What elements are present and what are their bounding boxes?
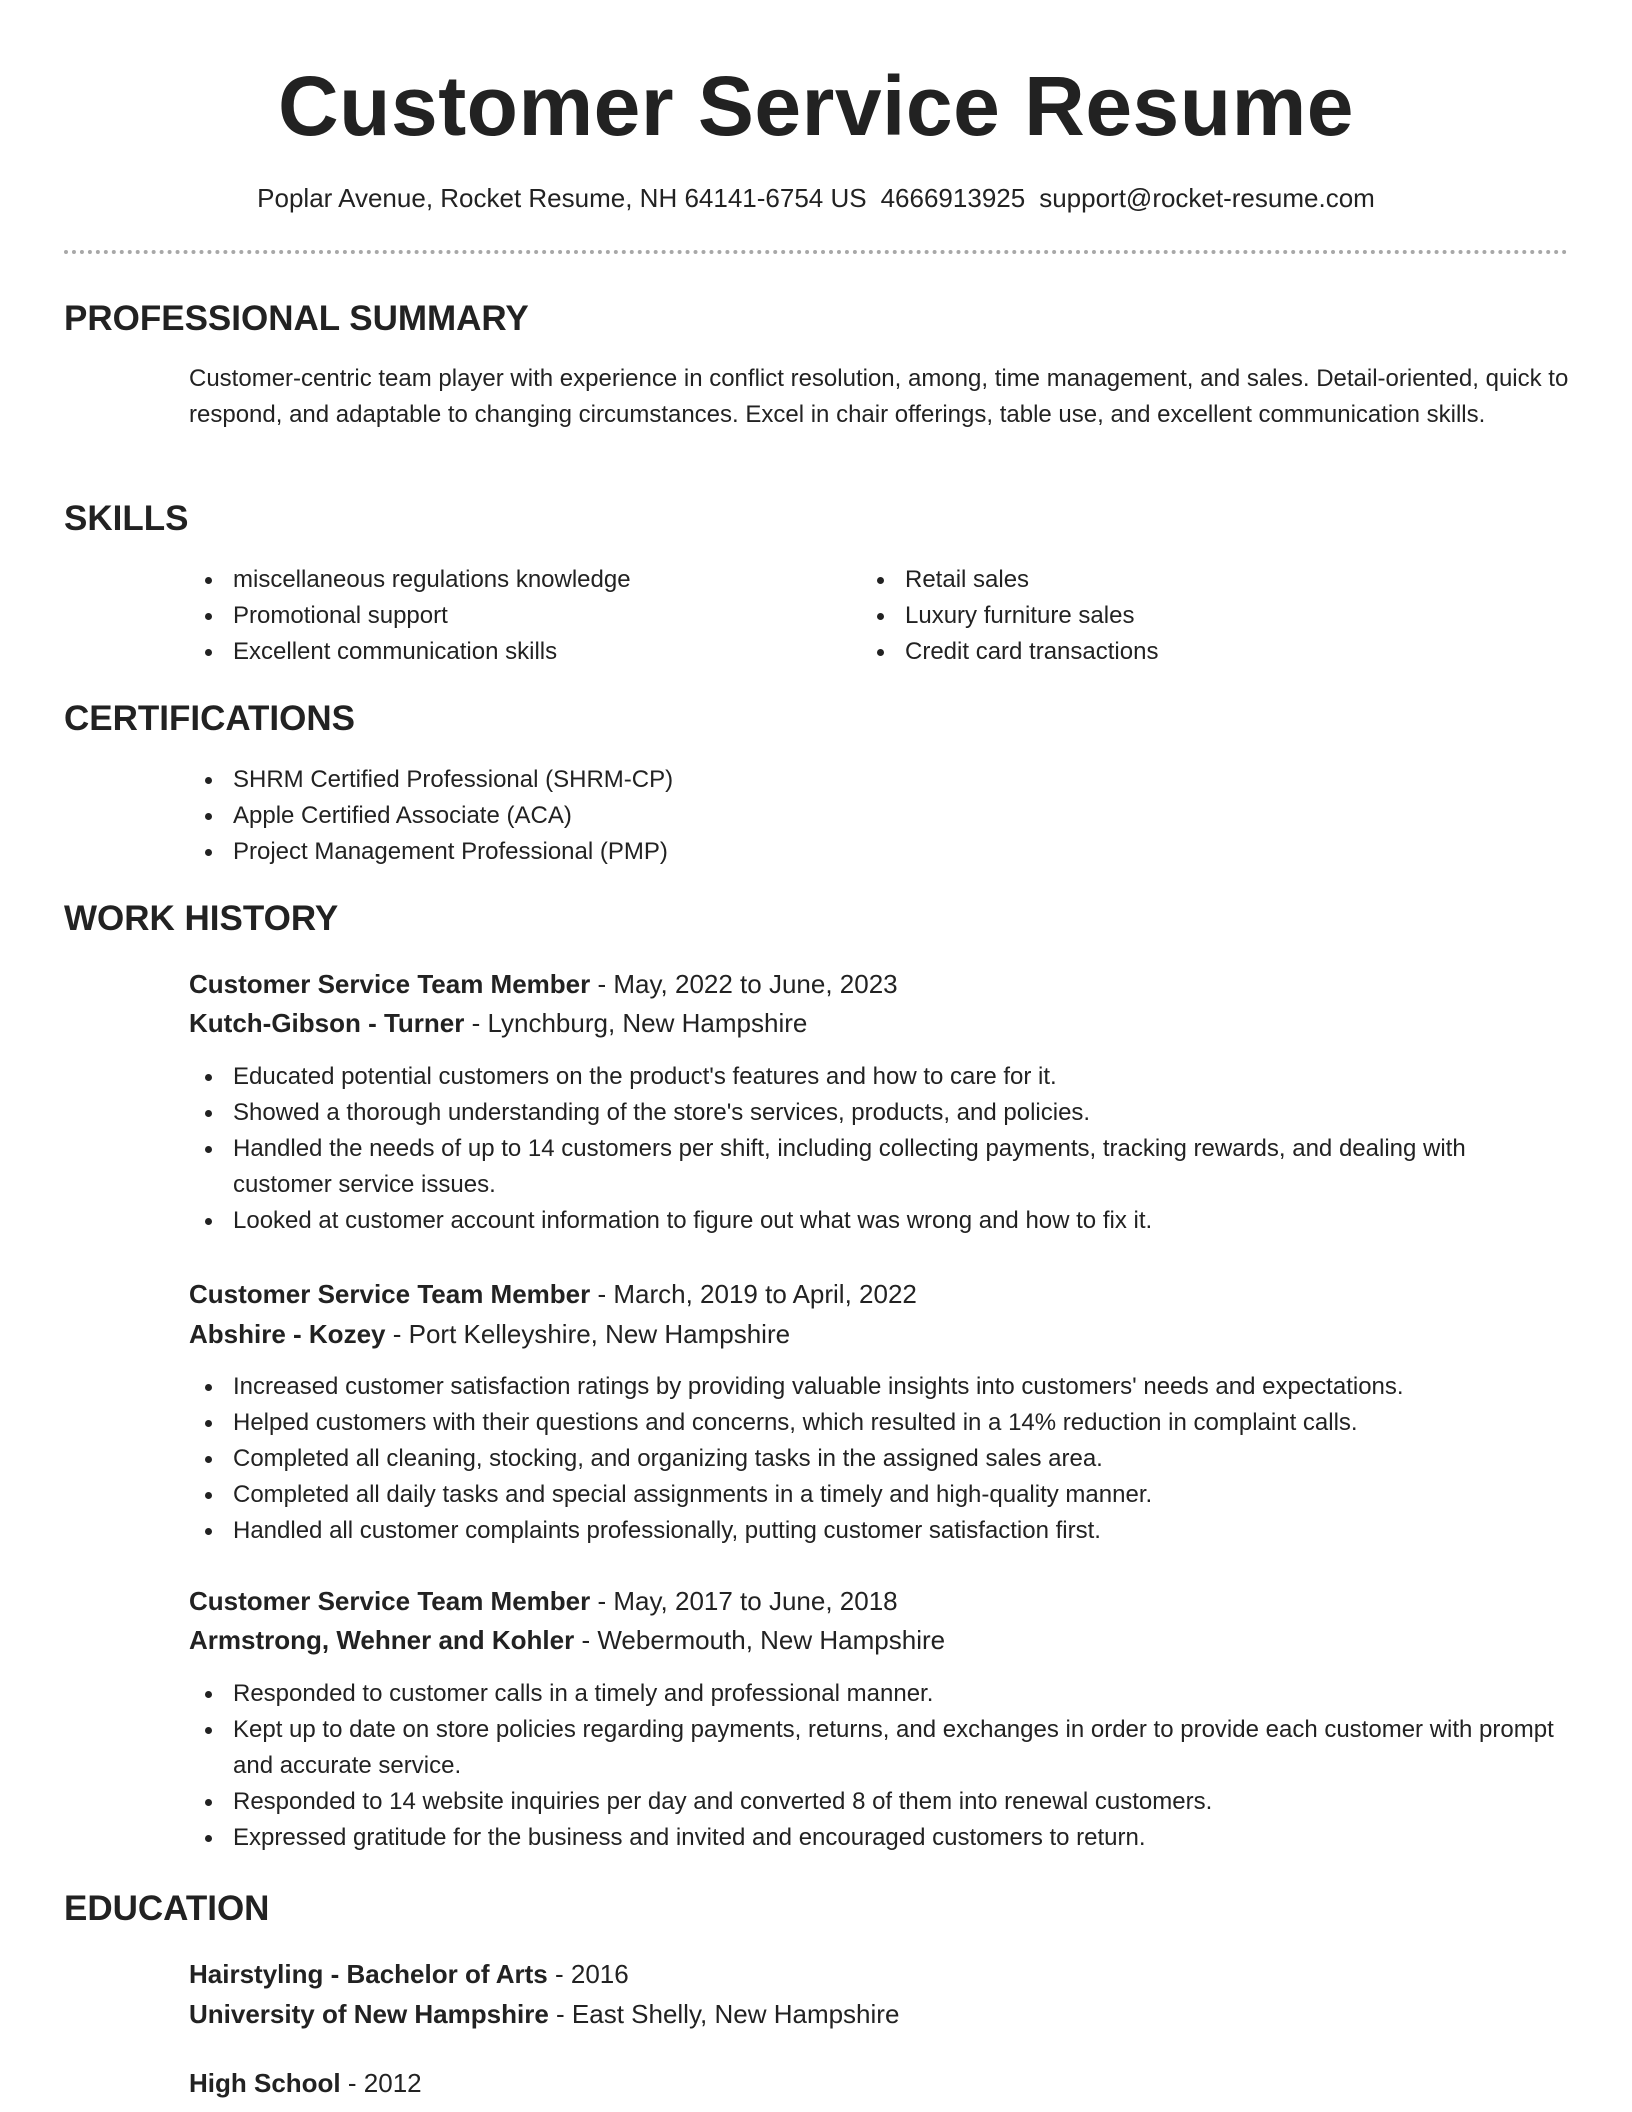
certification-item: SHRM Certified Professional (SHRM-CP) bbox=[189, 762, 1569, 798]
job-company-line bbox=[189, 1005, 807, 1041]
job-bullets bbox=[189, 1676, 1569, 1856]
skill-item: Promotional support bbox=[189, 598, 829, 634]
skill-item: miscellaneous regulations knowledge bbox=[189, 562, 829, 598]
job-bullet: Responded to customer calls in a timely and professional manner. bbox=[189, 1676, 1569, 1712]
skills-heading: SKILLS bbox=[64, 499, 189, 538]
job-bullet: Increased customer satisfaction ratings by providing valuable insights into customers' needs and expectations. bbox=[189, 1369, 1569, 1405]
education-degree: Hairstyling - Bachelor of Arts bbox=[189, 1959, 548, 1989]
education-heading: EDUCATION bbox=[64, 1889, 270, 1928]
certifications-heading: CERTIFICATIONS bbox=[64, 699, 356, 738]
certifications-list bbox=[189, 762, 1569, 870]
education-school: University of New Hampshire bbox=[189, 1999, 549, 2029]
work-history-heading: WORK HISTORY bbox=[64, 899, 339, 938]
skill-item: Credit card transactions bbox=[861, 634, 1501, 670]
education-location: - East Shelly, New Hampshire bbox=[548, 1999, 900, 2029]
job-bullet: Showed a thorough understanding of the store's services, products, and policies. bbox=[189, 1095, 1569, 1131]
job-bullet: Helped customers with their questions and concerns, which resulted in a 14% reduction in complaint calls. bbox=[189, 1405, 1569, 1441]
job-company-line bbox=[189, 1316, 790, 1352]
job-location: - Webermouth, New Hampshire bbox=[574, 1625, 946, 1655]
skill-item: Excellent communication skills bbox=[189, 634, 829, 670]
education-year: - 2012 bbox=[340, 2068, 422, 2098]
summary-heading: PROFESSIONAL SUMMARY bbox=[64, 299, 529, 338]
job-bullet: Educated potential customers on the product's features and how to care for it. bbox=[189, 1059, 1569, 1095]
job-dates: - March, 2019 to April, 2022 bbox=[590, 1279, 917, 1309]
contact-info bbox=[0, 182, 1632, 214]
job-company: Kutch-Gibson - Turner bbox=[189, 1008, 465, 1038]
skill-item: Retail sales bbox=[861, 562, 1501, 598]
job-bullet: Handled all customer complaints professionally, putting customer satisfaction first. bbox=[189, 1513, 1569, 1549]
contact-email: support@rocket-resume.com bbox=[1039, 183, 1375, 213]
job-title: Customer Service Team Member bbox=[189, 969, 591, 999]
job-location: - Lynchburg, New Hampshire bbox=[464, 1008, 808, 1038]
job-company: Abshire - Kozey bbox=[189, 1319, 386, 1349]
job-title: Customer Service Team Member bbox=[189, 1279, 591, 1309]
header-divider bbox=[64, 250, 1568, 254]
job-bullet: Completed all daily tasks and special assignments in a timely and high-quality manner. bbox=[189, 1477, 1569, 1513]
job-dates: - May, 2017 to June, 2018 bbox=[590, 1586, 898, 1616]
job-title-line bbox=[189, 1276, 917, 1312]
job-location: - Port Kelleyshire, New Hampshire bbox=[385, 1319, 791, 1349]
job-title-line bbox=[189, 1583, 898, 1619]
job-bullet: Responded to 14 website inquiries per day and converted 8 of them into renewal customers. bbox=[189, 1784, 1569, 1820]
contact-address: Poplar Avenue, Rocket Resume, NH 64141-6754 US bbox=[257, 183, 867, 213]
education-degree-line bbox=[189, 1956, 629, 1992]
job-bullet: Expressed gratitude for the business and invited and encouraged customers to return. bbox=[189, 1820, 1569, 1856]
certification-item: Apple Certified Associate (ACA) bbox=[189, 798, 1569, 834]
job-bullets bbox=[189, 1059, 1569, 1239]
job-company-line bbox=[189, 1622, 945, 1658]
education-degree: High School bbox=[189, 2068, 341, 2098]
education-degree-line bbox=[189, 2065, 422, 2101]
resume-title: Customer Service Resume bbox=[278, 59, 1354, 153]
job-bullet: Completed all cleaning, stocking, and organizing tasks in the assigned sales area. bbox=[189, 1441, 1569, 1477]
skill-item: Luxury furniture sales bbox=[861, 598, 1501, 634]
job-company: Armstrong, Wehner and Kohler bbox=[189, 1625, 575, 1655]
job-bullets bbox=[189, 1369, 1569, 1549]
education-year: - 2016 bbox=[547, 1959, 629, 1989]
job-title-line bbox=[189, 966, 898, 1002]
skills-list-right bbox=[861, 562, 1501, 670]
job-dates: - May, 2022 to June, 2023 bbox=[590, 969, 898, 999]
job-bullet: Looked at customer account information to figure out what was wrong and how to fix it. bbox=[189, 1203, 1569, 1239]
summary-text: Customer-centric team player with experience in conflict resolution, among, time management, and sales. Detail-oriented, quick to respond, and adaptable to changing circumstances. Excel in chair offerings, table use, and excellent communication skills. bbox=[189, 365, 1569, 428]
job-bullet: Kept up to date on store policies regarding payments, returns, and exchanges in order to provide each customer with prompt and accurate service. bbox=[189, 1712, 1569, 1784]
certification-item: Project Management Professional (PMP) bbox=[189, 834, 1569, 870]
skills-list-left bbox=[189, 562, 829, 670]
contact-phone: 4666913925 bbox=[880, 183, 1026, 213]
job-title: Customer Service Team Member bbox=[189, 1586, 591, 1616]
job-bullet: Handled the needs of up to 14 customers per shift, including collecting payments, tracking rewards, and dealing with customer service issues. bbox=[189, 1131, 1569, 1203]
education-school-line bbox=[189, 1996, 899, 2032]
